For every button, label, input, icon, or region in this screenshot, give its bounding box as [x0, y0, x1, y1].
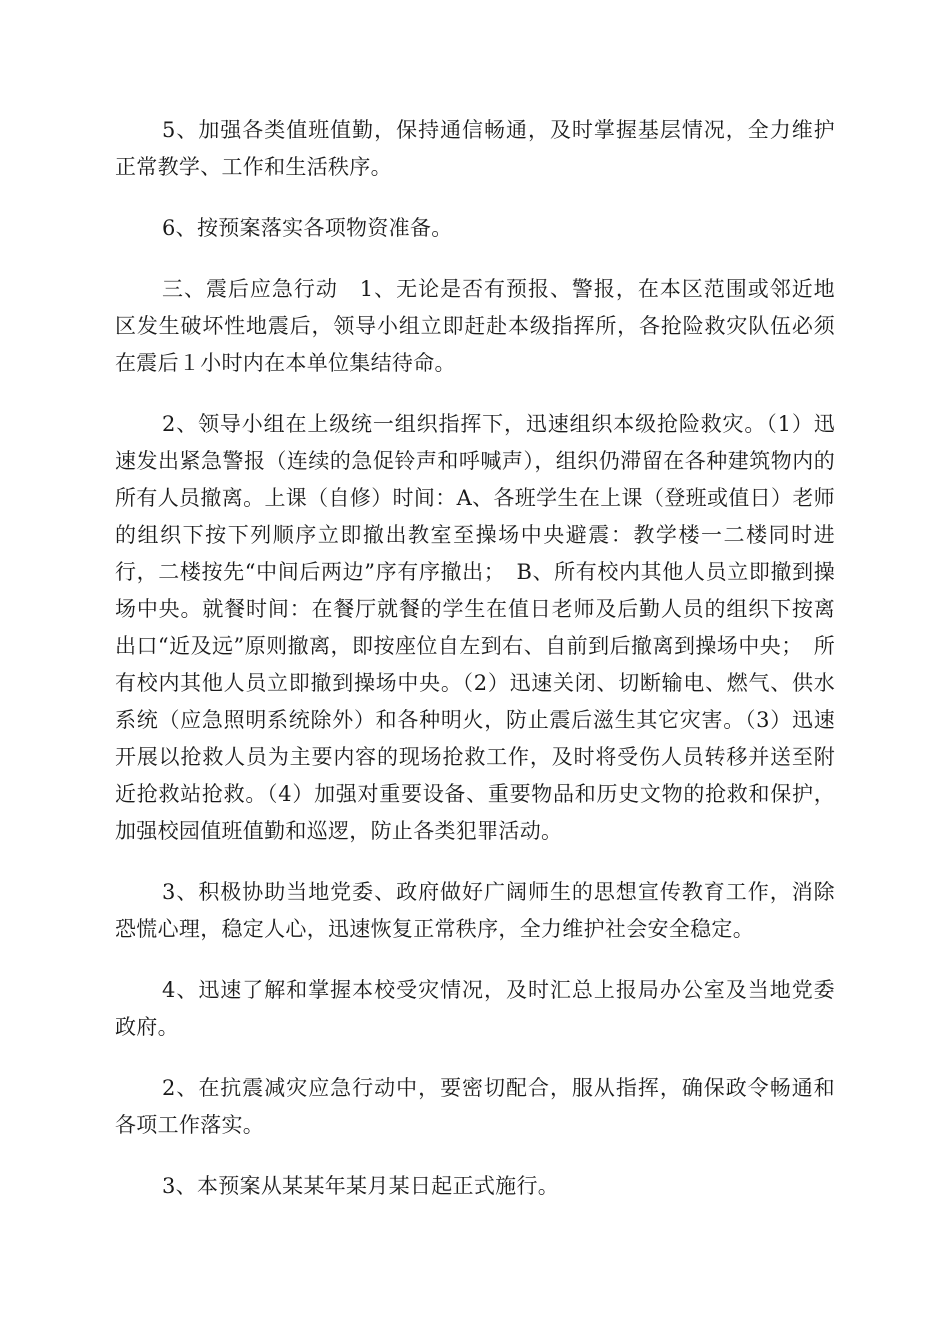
paragraph-2-rescue: 2、领导小组在上级统一组织指挥下，迅速组织本级抢险救灾。（1）迅速发出紧急警报（连续的急促铃声和呼喊声），组织仍滞留在各种建筑物内的所有人员撤离。上课（自修）时间：A、各班学生在上课（登班或值日）老师的组织下按下列顺序立即撤出教室至操场中央避震：教学楼一二楼同时进行，二楼按先“中间后两边”序有序撤出； B、所有校内其他人员立即撤到操场中央。就餐时间：在餐厅就餐的学生在值日老师及后勤人员的组织下按离出口“近及远”原则撤离，即按座位自左到右、自前到后撤离到操场中央； 所有校内其他人员立即撤到操场中央。（2）迅速关闭、切断输电、燃气、供水系统（应急照明系统除外）和各种明火，防止震后滋生其它灾害。（3）迅速开展以抢救人员为主要内容的现场抢救工作，及时将受伤人员转移并送至附近抢救站抢救。（4）加强对重要设备、重要物品和历史文物的抢救和保护，加强校园值班值勤和巡逻，防止各类犯罪活动。	[115, 412, 835, 843]
document-body	[115, 112, 835, 1229]
paragraph-5-duty: 5、加强各类值班值勤，保持通信畅通，及时掌握基层情况，全力维护正常教学、工作和生活秩序。	[115, 118, 835, 179]
paragraph-section-3-post-quake: 三、震后应急行动 1、无论是否有预报、警报，在本区范围或邻近地区发生破坏性地震后，领导小组立即赶赴本级指挥所，各抢险救灾队伍必须在震后１小时内在本单位集结待命。	[115, 277, 835, 375]
paragraph-6-materials: 6、按预案落实各项物资准备。	[162, 216, 453, 240]
paragraph-4-report: 4、迅速了解和掌握本校受灾情况，及时汇总上报局办公室及当地党委政府。	[115, 978, 835, 1039]
paragraph-2-cooperate: 2、在抗震减灾应急行动中，要密切配合，服从指挥，确保政令畅通和各项工作落实。	[115, 1076, 835, 1137]
paragraph-3-effective-date: 3、本预案从某某年某月某日起正式施行。	[162, 1174, 560, 1198]
paragraph-3-assist: 3、积极协助当地党委、政府做好广阔师生的思想宣传教育工作，消除恐慌心理，稳定人心，迅速恢复正常秩序，全力维护社会安全稳定。	[115, 880, 835, 941]
